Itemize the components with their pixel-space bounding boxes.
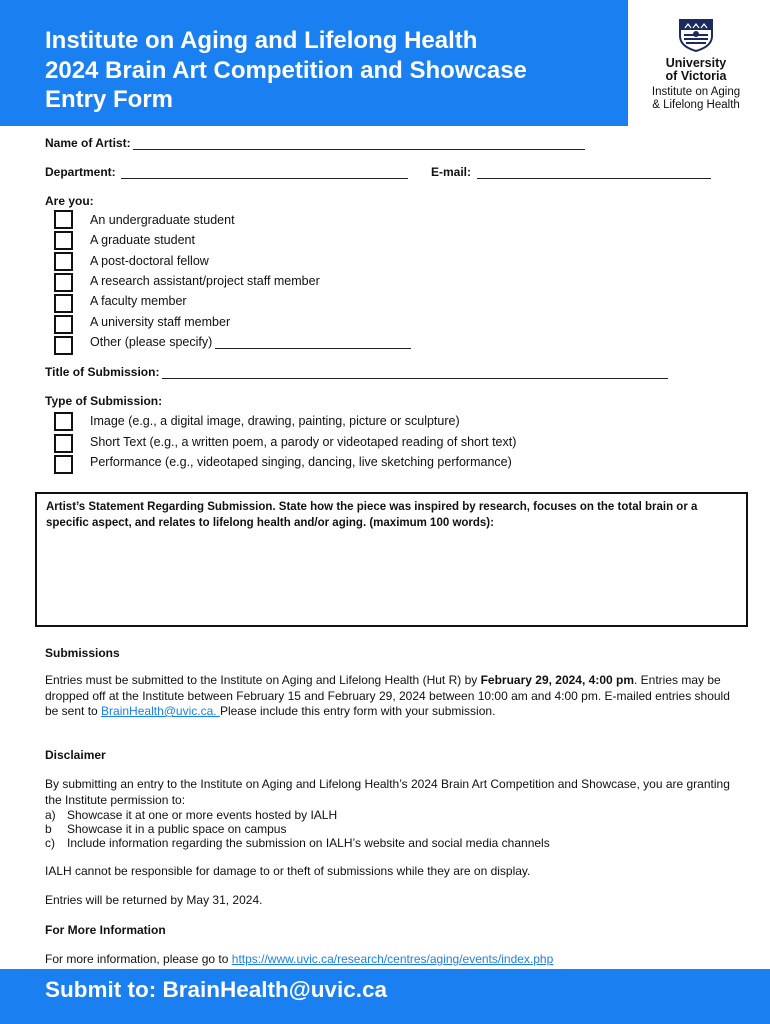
checkbox-other[interactable] [54, 336, 73, 355]
email-input-line[interactable] [477, 167, 711, 179]
checkbox-undergraduate[interactable] [54, 210, 73, 229]
title-input-line[interactable] [162, 367, 668, 379]
university-name: University of Victoria [665, 56, 727, 83]
submissions-heading: Submissions [45, 646, 120, 660]
more-info-heading: For More Information [45, 923, 166, 937]
email-label: E-mail: [431, 165, 472, 179]
more-info-link[interactable]: https://www.uvic.ca/research/centres/aging/events/index.php [231, 952, 554, 966]
option-postdoc: A post-doctoral fellow [90, 254, 209, 268]
checkbox-performance[interactable] [54, 455, 73, 474]
checkbox-faculty[interactable] [54, 294, 73, 313]
deadline: February 29, 2024, 4:00 pm [480, 673, 634, 687]
crest-icon [678, 18, 714, 52]
option-other-row [90, 335, 411, 349]
option-short-text: Short Text (e.g., a written poem, a parody or videotaped reading of short text) [90, 435, 517, 449]
type-label: Type of Submission: [45, 394, 163, 408]
artist-statement-prompt: Artist’s Statement Regarding Submission. State how the piece was inspired by research, focuses on the total brain or a specific aspect, and relates to lifelong health and/or aging. (maximum 100 words): [46, 501, 698, 529]
submissions-paragraph: Entries must be submitted to the Institute on Aging and Lifelong Health (Hut R) by February 29, 2024, 4:00 pm. Entries may be dropped off at the Institute between February 15 and February 29, 2024 between 10:00 am and 4:00 pm. E-mailed entries should be sent to BrainHealth@uvic.ca. Please include this entry form with your submission. [45, 673, 730, 718]
institute-name: Institute on Aging & Lifelong Health [651, 86, 741, 111]
footer-banner [0, 969, 770, 1024]
other-specify-line[interactable] [215, 337, 411, 349]
disclaimer-heading: Disclaimer [45, 748, 106, 762]
liability-note: IALH cannot be responsible for damage to or theft of submissions while they are on display. [45, 864, 531, 878]
title-line-3: Entry Form [45, 86, 174, 113]
department-field-row [45, 165, 408, 179]
checkbox-short-text[interactable] [54, 434, 73, 453]
page-title [45, 26, 625, 115]
email-field-row [431, 165, 711, 179]
artist-statement-box[interactable] [35, 492, 748, 627]
name-label: Name of Artist: [45, 136, 131, 150]
checkbox-graduate[interactable] [54, 231, 73, 250]
checkbox-staff[interactable] [54, 315, 73, 334]
checkbox-postdoc[interactable] [54, 252, 73, 271]
checkbox-image[interactable] [54, 412, 73, 431]
uvic-logo [636, 18, 756, 118]
option-undergraduate: An undergraduate student [90, 213, 235, 227]
option-faculty: A faculty member [90, 294, 187, 308]
department-label: Department: [45, 165, 116, 179]
option-research-assistant: A research assistant/project staff member [90, 274, 320, 288]
are-you-label: Are you: [45, 194, 94, 208]
disclaimer-item-a: a) Showcase it at one or more events hosted by IALH [45, 808, 338, 822]
submit-to-text: Submit to: BrainHealth@uvic.ca [45, 977, 387, 1002]
option-other: Other (please specify) [90, 335, 213, 349]
name-field-row [45, 136, 585, 150]
checkbox-research-assistant[interactable] [54, 273, 73, 292]
disclaimer-item-b: b Showcase it in a public space on campus [45, 822, 287, 836]
name-input-line[interactable] [133, 138, 585, 150]
more-info-text: For more information, please go to https://www.uvic.ca/research/centres/aging/events/index.php [45, 952, 554, 966]
department-input-line[interactable] [121, 167, 408, 179]
option-graduate: A graduate student [90, 233, 195, 247]
disclaimer-item-c: c) Include information regarding the submission on IALH’s website and social media channels [45, 836, 550, 850]
title-label: Title of Submission: [45, 365, 160, 379]
title-line-1: Institute on Aging and Lifelong Health [45, 27, 478, 54]
header-banner [0, 0, 628, 126]
option-image: Image (e.g., a digital image, drawing, painting, picture or sculpture) [90, 414, 460, 428]
return-note: Entries will be returned by May 31, 2024. [45, 893, 263, 907]
email-link[interactable]: BrainHealth@uvic.ca. [101, 704, 220, 718]
disclaimer-intro: By submitting an entry to the Institute on Aging and Lifelong Health’s 2024 Brain Art Competition and Showcase, you are granting the Institute permission to: [45, 777, 730, 807]
title-field-row [45, 365, 668, 379]
option-performance: Performance (e.g., videotaped singing, dancing, live sketching performance) [90, 455, 512, 469]
option-staff: A university staff member [90, 315, 231, 329]
title-line-2: 2024 Brain Art Competition and Showcase [45, 56, 527, 84]
